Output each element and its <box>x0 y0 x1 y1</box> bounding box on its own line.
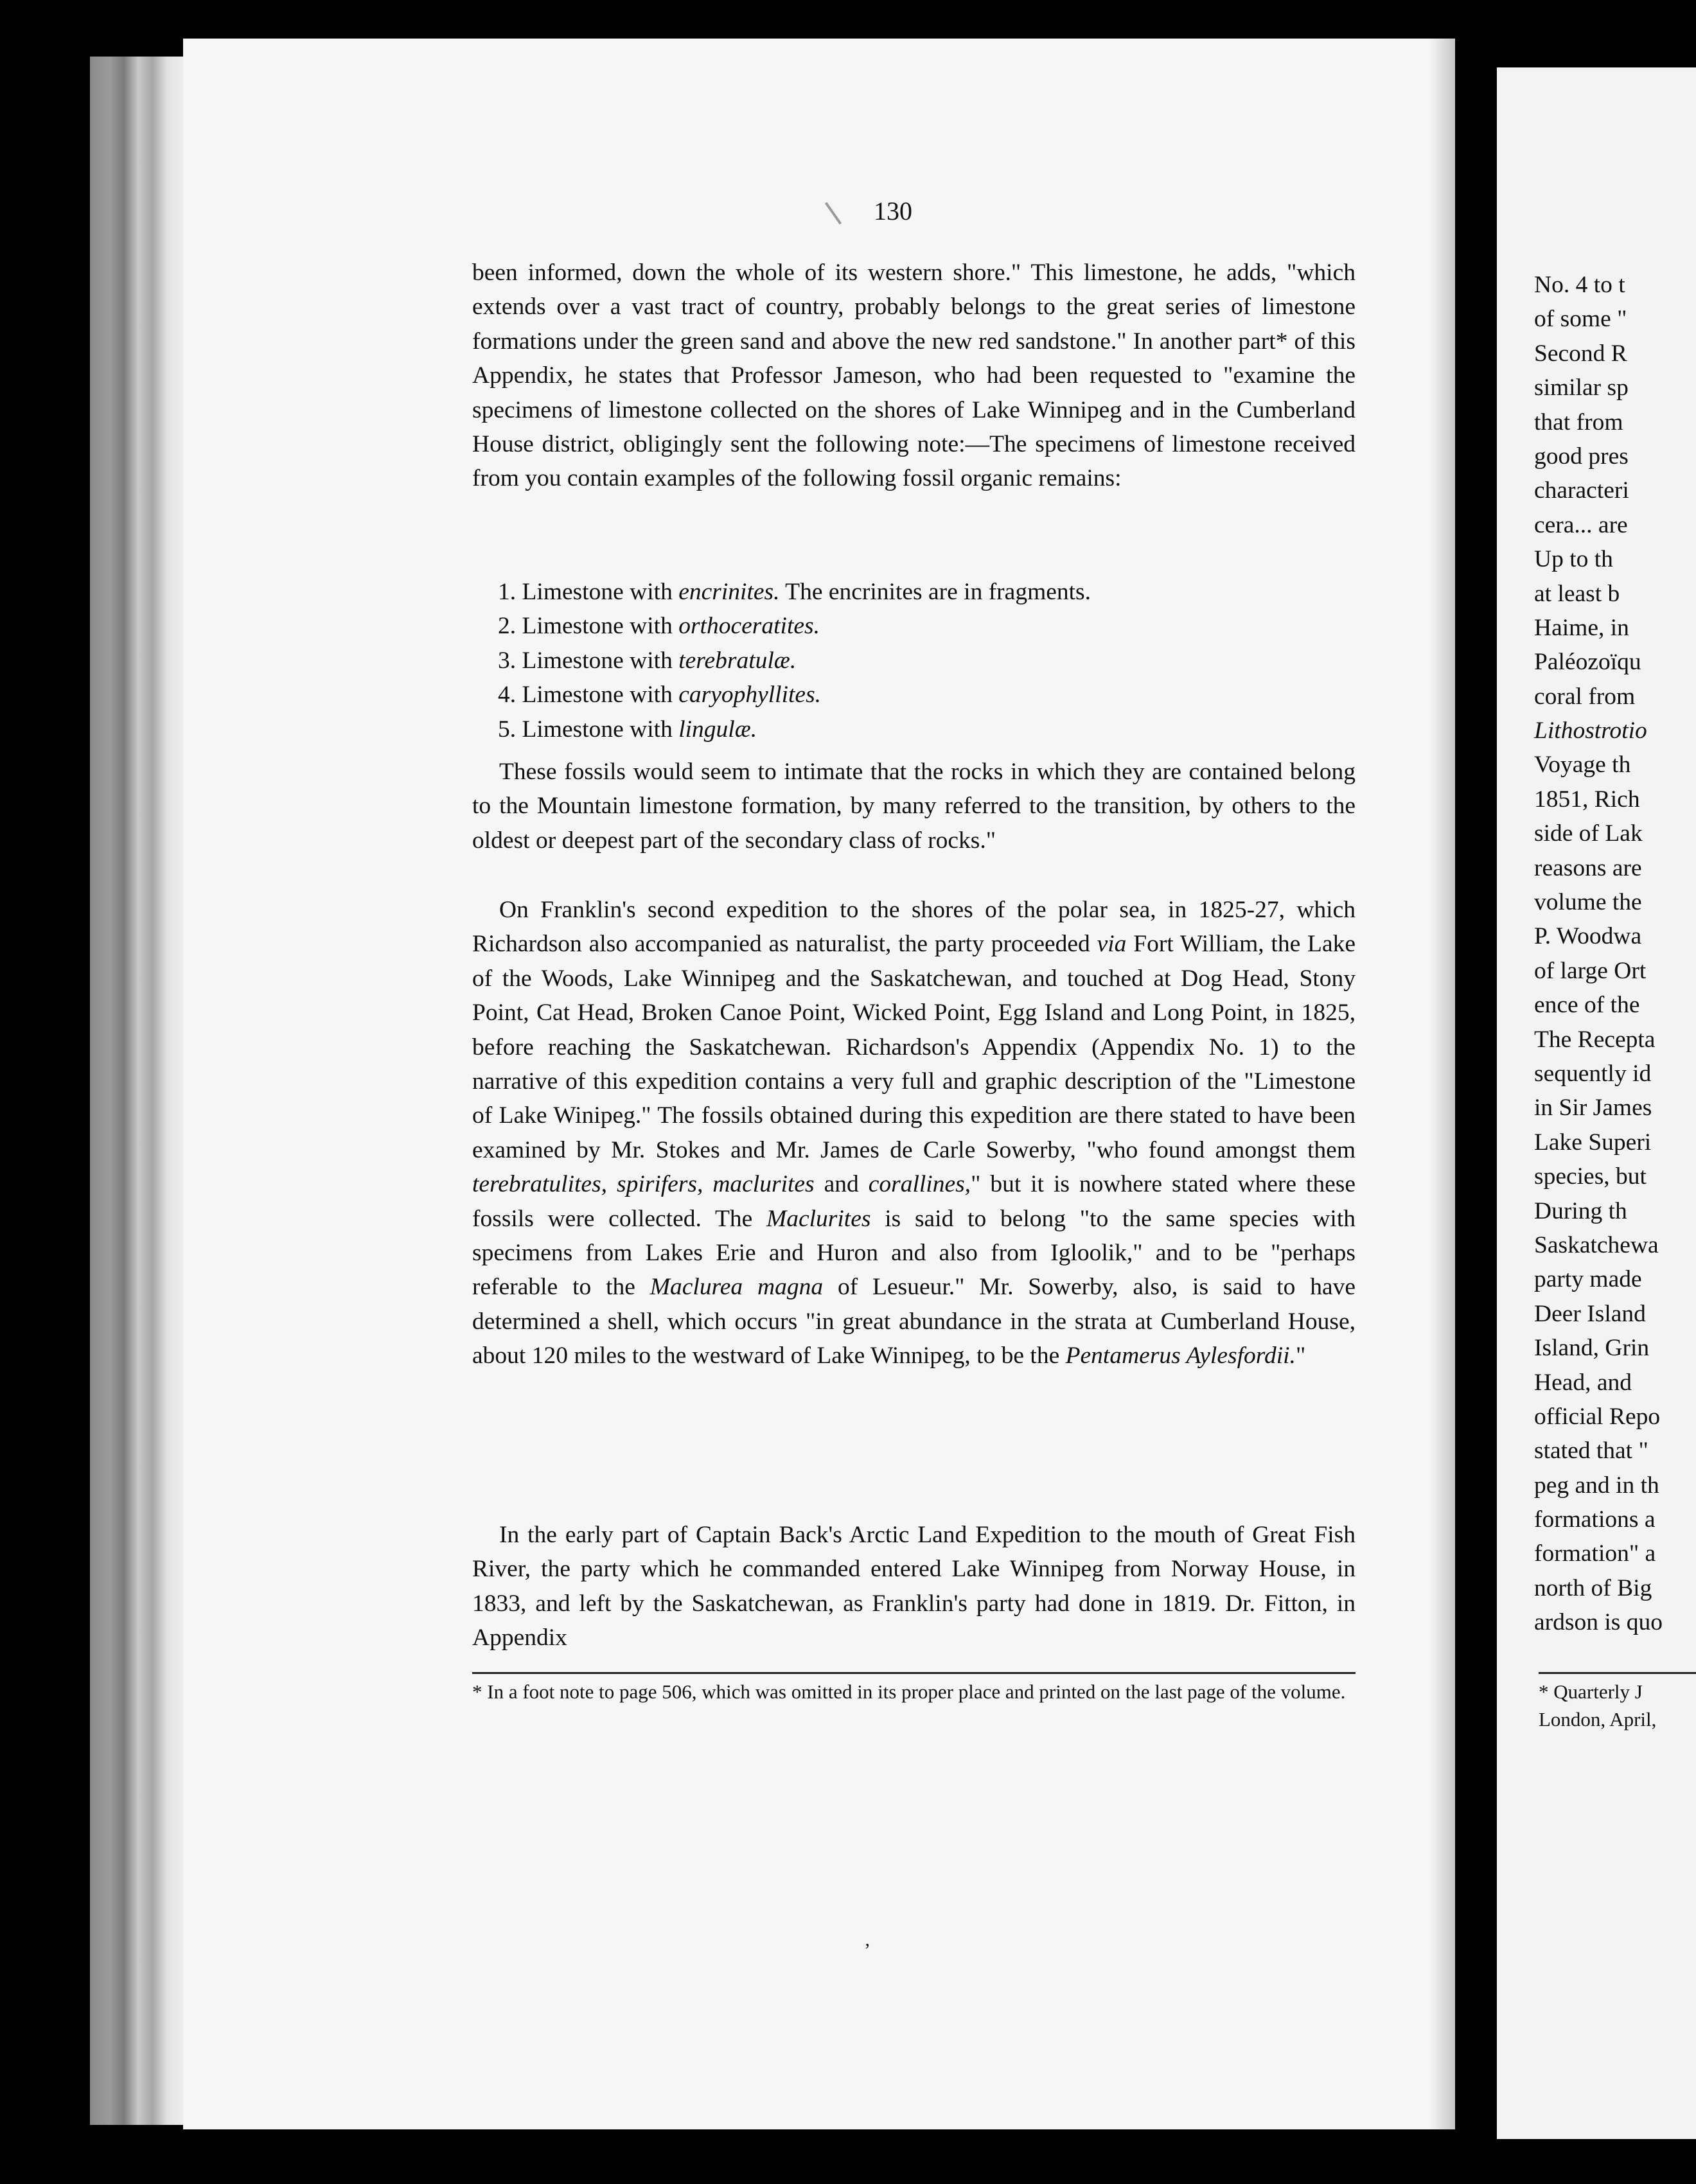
facing-line: reasons are <box>1534 854 1642 881</box>
page-edges <box>90 57 186 2125</box>
facing-line: No. 4 to t <box>1534 272 1625 298</box>
list-item: 5. Limestone with lingulæ. <box>498 716 757 743</box>
facing-line: cera... are <box>1534 511 1628 538</box>
facing-footnote-line: London, April, <box>1539 1708 1657 1730</box>
list-item: 1. Limestone with encrinites. The encrinites are in fragments. <box>498 579 1091 605</box>
paragraph-2 <box>472 755 1356 858</box>
facing-line: north of Big <box>1534 1574 1652 1601</box>
facing-line: Deer Island <box>1534 1300 1646 1327</box>
facing-line: During th <box>1534 1197 1627 1224</box>
facing-line: 1851, Rich <box>1534 786 1640 813</box>
facing-line: stated that " <box>1534 1438 1648 1465</box>
facing-line: side of Lak <box>1534 820 1643 847</box>
facing-line: official Repo <box>1534 1403 1661 1430</box>
facing-line: Second R <box>1534 340 1627 367</box>
facing-line: Head, and <box>1534 1369 1632 1396</box>
paragraph-1 <box>472 256 1356 496</box>
facing-line: Up to th <box>1534 546 1613 573</box>
facing-line: characteri <box>1534 477 1629 504</box>
facing-line: Haime, in <box>1534 614 1629 641</box>
facing-line: sequently id <box>1534 1060 1652 1087</box>
page-number: 130 <box>874 197 912 225</box>
list-item: 4. Limestone with caryophyllites. <box>498 682 822 709</box>
list-item: 2. Limestone with orthoceratites. <box>498 613 820 640</box>
facing-line: The Recepta <box>1534 1026 1656 1053</box>
paragraph-4-text: In the early part of Captain Back's Arctic Land Expedition to the mouth of Great Fish River, the party which he commanded entered Lake Winnipeg from Norway House, in 1833, and left by the Saskatchewan, as Franklin's party had done in 1819. Dr. Fitton, in Appendix <box>472 1522 1356 1651</box>
facing-footnote-rule <box>1539 1672 1696 1674</box>
fossil-list <box>498 575 1333 746</box>
facing-line: in Sir James <box>1534 1095 1652 1122</box>
paragraph-2-text: These fossils would seem to intimate that the rocks in which they are contained belong to the Mountain limestone formation, by many referred to the transition, by others to the oldest or deepest part of the secondary class of rocks." <box>472 759 1356 854</box>
facing-line: formations a <box>1534 1506 1656 1533</box>
paragraph-3-text: On Franklin's second expedition to the shores of the polar sea, in 1825-27, which Richardson also accompanied as naturalist, the party proceeded via Fort William, the Lake of the Woods, Lake Winnipeg and the Saskatchewan, and touched at Dog Head, Stony Point, Cat Head, Broken Canoe Point, Wicked Point, Egg Island and Long Point, in 1825, before reaching the Saskatchewan. Richardson's Appendix (Appendix No. 1) to the narrative of this expedition contains a very full and graphic description of the "Limestone of Lake Winipeg." The fossils obtained during this expedition are there stated to have been examined by Mr. Stokes and Mr. James de Carle Sowerby, "who found amongst them terebratulites, spirifers, maclurites and corallines," but it is nowhere stated where these fossils were collected. The Maclurites is said to belong "to the same species with specimens from Lakes Erie and Huron and also from Igloolik," and to be "perhaps referable to the Maclurea magna of Lesueur." Mr. Sowerby, also, is said to have determined a shell, which occurs "in great abundance in the strata at Cumberland House, about 120 miles to the westward of Lake Winnipeg, to be the Pentamerus Aylesfordii." <box>472 897 1356 1369</box>
facing-line: Voyage th <box>1534 752 1631 779</box>
paragraph-4 <box>472 1518 1356 1655</box>
gutter-shadow <box>1429 39 1474 2129</box>
facing-line: party made <box>1534 1266 1642 1293</box>
facing-line: P. Woodwa <box>1534 923 1642 950</box>
facing-line: of some " <box>1534 306 1627 333</box>
facing-footnote <box>1539 1678 1696 1733</box>
facing-line: ardson is quo <box>1534 1609 1663 1636</box>
footnote: * In a foot note to page 506, which was omitted in its proper place and printed on the last page of the volume. <box>472 1680 1346 1703</box>
facing-line: species, but <box>1534 1163 1647 1190</box>
facing-line: at least b <box>1534 580 1620 607</box>
paragraph-1-text: been informed, down the whole of its western shore." This limestone, he adds, "which extends over a vast tract of country, probably belongs to the great series of limestone formations under the green sand and above the new red sandstone." In another part* of this Appendix, he states that Professor Jameson, who had been requested to "examine the specimens of limestone collected on the shores of Lake Winnipeg and in the Cumberland House district, obligingly sent the following note:—The specimens of limestone received from you contain examples of the following fossil organic remains: <box>472 260 1356 492</box>
facing-line: formation" a <box>1534 1540 1656 1567</box>
facing-footnote-line: * Quarterly J <box>1539 1680 1643 1703</box>
facing-page-text <box>1534 268 1696 1640</box>
facing-line: that from <box>1534 409 1623 436</box>
footnote-rule <box>472 1672 1356 1674</box>
facing-line: peg and in th <box>1534 1472 1659 1499</box>
facing-line: Saskatchewa <box>1534 1231 1659 1258</box>
facing-line: volume the <box>1534 889 1642 916</box>
facing-line: of large Ort <box>1534 957 1647 984</box>
paragraph-3 <box>472 893 1356 1373</box>
list-item: 3. Limestone with terebratulæ. <box>498 647 797 674</box>
facing-line: Lake Superi <box>1534 1129 1652 1156</box>
facing-line: good pres <box>1534 443 1629 470</box>
facing-line: similar sp <box>1534 374 1629 401</box>
facing-line: Island, Grin <box>1534 1335 1650 1362</box>
facing-line: Paléozoïqu <box>1534 649 1641 676</box>
facing-line: Lithostrotio <box>1534 718 1647 744</box>
ink-mark: ʼ <box>864 1940 870 1961</box>
facing-line: ence of the <box>1534 992 1640 1019</box>
facing-line: coral from <box>1534 683 1636 710</box>
